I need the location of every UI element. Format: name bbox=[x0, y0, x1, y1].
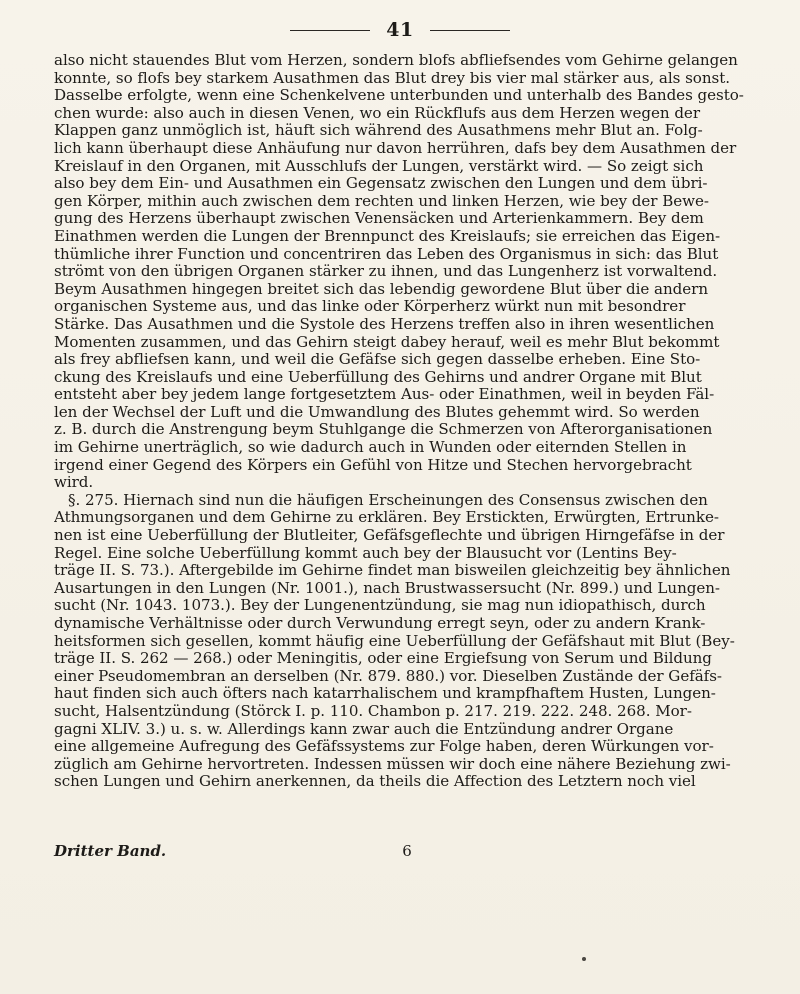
text-line: träge II. S. 262 — 268.) oder Meningitis, oder eine Ergiefsung von Serum und Bildung bbox=[54, 650, 712, 668]
text-line: eine allgemeine Aufregung des Gefäfssystems zur Folge haben, deren Würkungen vor- bbox=[54, 738, 714, 756]
text-line: konnte, so flofs bey starkem Ausathmen das Blut drey bis vier mal stärker aus, als sonst. bbox=[54, 69, 730, 87]
text-line: nen ist eine Ueberfüllung der Blutleiter, Gefäfsgeflechte und übrigen Hirngefäfse in der bbox=[54, 527, 725, 545]
text-line: träge II. S. 73.). Aftergebilde im Gehirne findet man bisweilen gleichzeitig bey ähnlichen bbox=[54, 562, 731, 580]
text-line: z. B. durch die Anstrengung beym Stuhlgange die Schmerzen von Afterorganisationen bbox=[54, 421, 713, 439]
text-line: sucht (Nr. 1043. 1073.). Bey der Lungenentzündung, sie mag nun idiopathisch, durch bbox=[54, 597, 706, 615]
text-line: dynamische Verhältnisse oder durch Verwundung erregt seyn, oder zu andern Krank- bbox=[54, 615, 706, 632]
page-footer bbox=[54, 842, 760, 862]
text-line: einer Pseudomembran an derselben (Nr. 879. 880.) vor. Dieselben Zustände der Gefäfs- bbox=[54, 667, 722, 685]
text-line: Athmungsorganen und dem Gehirne zu erklären. Bey Erstickten, Erwürgten, Ertrunke- bbox=[54, 509, 719, 527]
signature-mark: Dritter Band. bbox=[54, 842, 167, 860]
text-line: Klappen ganz unmöglich ist, häuft sich während des Ausathmens mehr Blut an. Folg- bbox=[54, 122, 703, 140]
text-line: sucht, Halsentzündung (Störck I. p. 110. Chambon p. 217. 219. 222. 248. 268. Mor- bbox=[54, 702, 692, 720]
text-line: len der Wechsel der Luft und die Umwandlung des Blutes gehemmt wird. So werden bbox=[54, 403, 700, 421]
text-line: Kreislauf in den Organen, mit Ausschlufs der Lungen, verstärkt wird. — So zeigt sich bbox=[54, 157, 704, 175]
text-line: Ausartungen in den Lungen (Nr. 1001.), nach Brustwassersucht (Nr. 899.) und Lungen- bbox=[54, 579, 720, 597]
body-text bbox=[54, 52, 760, 809]
text-line: schen Lungen und Gehirn anerkennen, da theils die Affection des Letztern noch viel bbox=[54, 773, 696, 791]
text-line: chen wurde: also auch in diesen Venen, wo ein Rückflufs aus dem Herzen wegen der bbox=[54, 104, 700, 122]
text-line: organischen Systeme aus, und das linke oder Körperherz würkt nun mit besondrer bbox=[54, 298, 686, 316]
text-line: haut finden sich auch öfters nach katarrhalischem und krampfhaftem Husten, Lungen- bbox=[54, 685, 716, 703]
text-line bbox=[54, 791, 760, 809]
ink-speck bbox=[582, 957, 586, 961]
text-line: thümliche ihrer Function und concentriren das Leben des Organismus in sich: das Blut bbox=[54, 245, 719, 263]
text-line: Beym Ausathmen hingegen breitet sich das lebendig gewordene Blut über die andern bbox=[54, 280, 708, 298]
page-number: 41 bbox=[386, 19, 414, 41]
text-line: im Gehirne unerträglich, so wie dadurch auch in Wunden oder eiternden Stellen in bbox=[54, 439, 687, 457]
text-line: züglich am Gehirne hervortreten. Indessen müssen wir doch eine nähere Beziehung zwi- bbox=[54, 755, 731, 773]
text-line: Stärke. Das Ausathmen und die Systole des Herzens treffen also in ihren wesentlichen bbox=[54, 315, 715, 333]
page-header bbox=[0, 18, 800, 42]
text-line: lich kann überhaupt diese Anhäufung nur davon herrühren, dafs bey dem Ausathmen der bbox=[54, 139, 737, 157]
header-rule-right bbox=[430, 30, 510, 31]
text-line: Momenten zusammen, und das Gehirn steigt dabey herauf, weil es mehr Blut bekommt bbox=[54, 333, 720, 351]
sheet-number: 6 bbox=[402, 842, 412, 860]
text-line: strömt von den übrigen Organen stärker zu ihnen, und das Lungenherz ist vorwaltend. bbox=[54, 263, 718, 281]
text-line: Einathmen werden die Lungen der Brennpunct des Kreislaufs; sie erreichen das Eigen- bbox=[54, 227, 721, 245]
text-line: gen Körper, mithin auch zwischen dem rechten und linken Herzen, wie bey der Bewe- bbox=[54, 192, 709, 210]
text-line: also bey dem Ein- und Ausathmen ein Gegensatz zwischen den Lungen und dem übri- bbox=[54, 175, 708, 193]
text-line: wird. bbox=[54, 474, 94, 492]
text-line: also nicht stauendes Blut vom Herzen, sondern blofs abfliefsendes vom Gehirne gelangen bbox=[54, 52, 738, 69]
text-line: Dasselbe erfolgte, wenn eine Schenkelvene unterbunden und unterhalb des Bandes gesto- bbox=[54, 87, 744, 105]
text-line: irgend einer Gegend des Körpers ein Gefühl von Hitze und Stechen hervorgebracht bbox=[54, 456, 692, 474]
text-line: heitsformen sich gesellen, kommt häufig eine Ueberfüllung der Gefäfshaut mit Blut (Bey- bbox=[54, 632, 735, 650]
text-line: gung des Herzens überhaupt zwischen Venensäcken und Arterienkammern. Bey dem bbox=[54, 210, 704, 228]
text-line: ckung des Kreislaufs und eine Ueberfüllung des Gehirns und andrer Organe mit Blut bbox=[54, 368, 702, 386]
text-line: gagni XLIV. 3.) u. s. w. Allerdings kann zwar auch die Entzündung andrer Organe bbox=[54, 720, 674, 738]
text-line: als frey abfliefsen kann, und weil die Gefäfse sich gegen dasselbe erheben. Eine Sto- bbox=[54, 351, 701, 369]
text-line: entsteht aber bey jedem lange fortgesetztem Aus- oder Einathmen, weil in beyden Fäl- bbox=[54, 386, 715, 404]
section-start-line: §. 275. Hiernach sind nun die häufigen Erscheinungen des Consensus zwischen den bbox=[68, 491, 708, 509]
text-line: Regel. Eine solche Ueberfüllung kommt auch bey der Blausucht vor (Lentins Bey- bbox=[54, 544, 677, 562]
